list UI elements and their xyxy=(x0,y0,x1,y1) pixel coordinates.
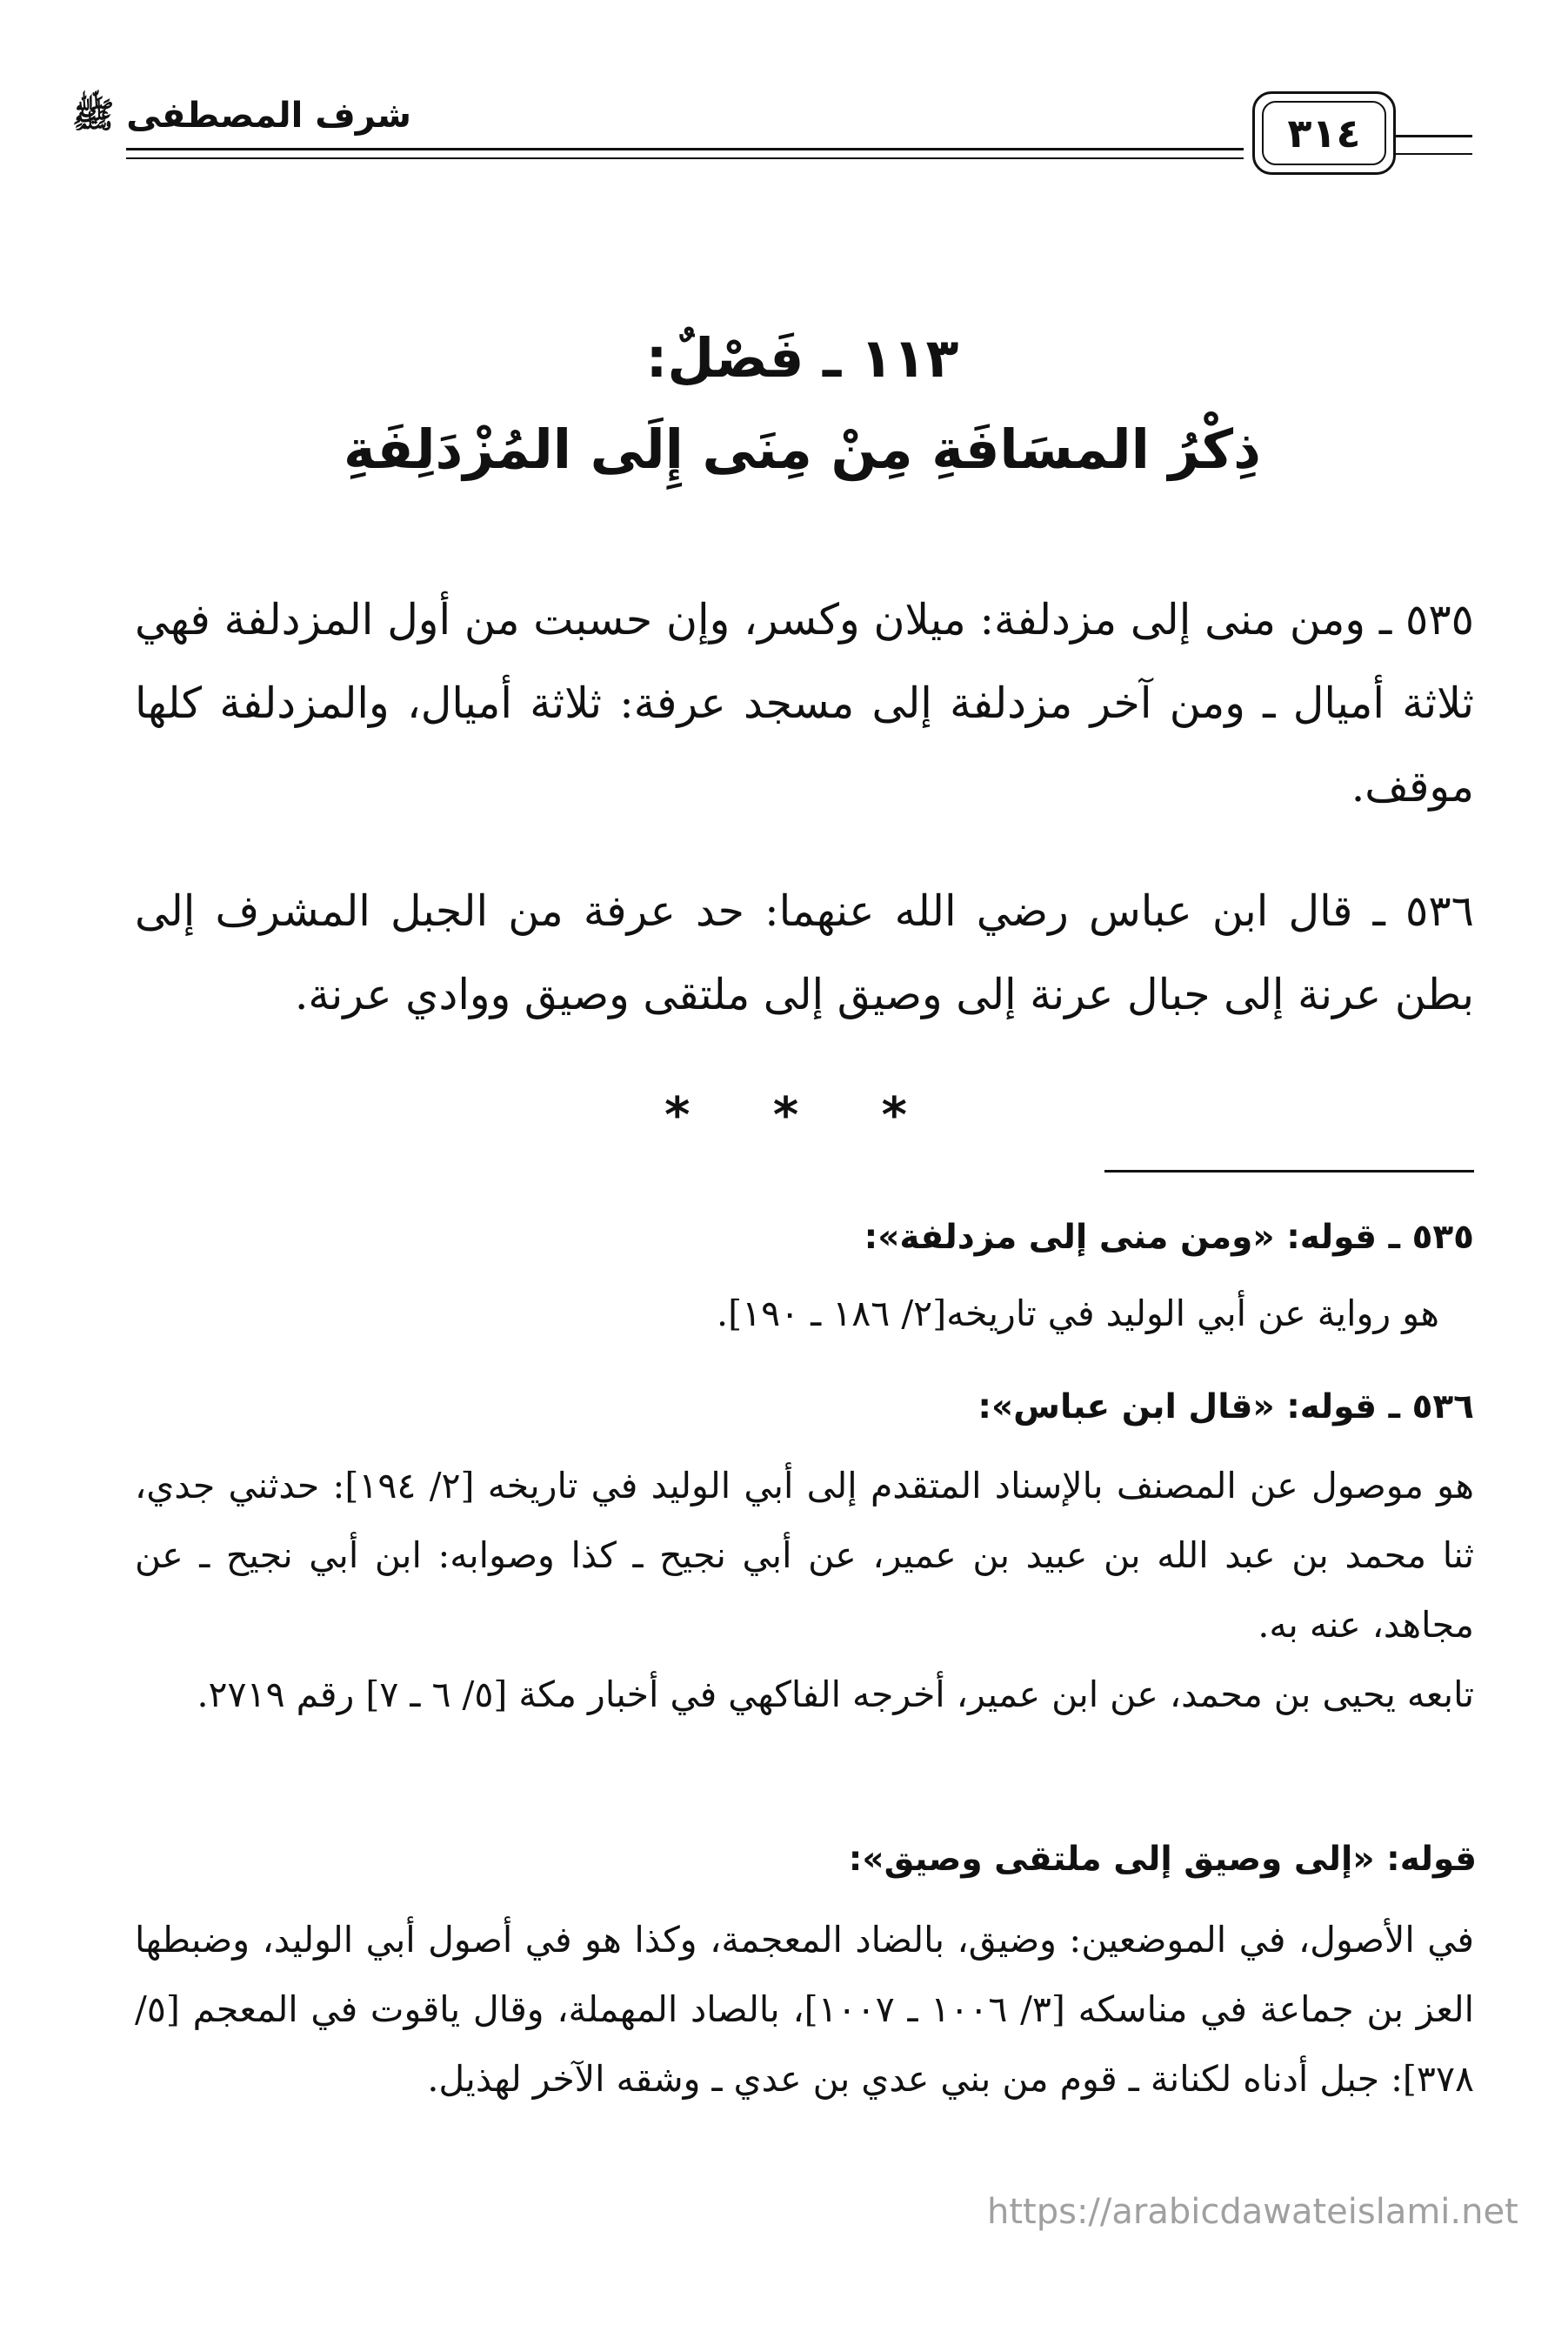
section-title-heading: ذِكْرُ المسَافَةِ مِنْ مِنَى إِلَى المُزْدَلِفَةِ xyxy=(344,418,1261,481)
paragraph-536: ٥٣٦ ـ قال ابن عباس رضي الله عنهما: حد عرفة من الجبل المشرف إلى بطن عرنة إلى جبال عرنة إلى وصيق إلى ملتقى وصيق ووادي عرنة. xyxy=(135,886,1474,1019)
paragraph-535: ٥٣٥ ـ ومن منى إلى مزدلفة: ميلان وكسر، وإن حسبت من أول المزدلفة فهي ثلاثة أميال ـ ومن آخر مزدلفة إلى مسجد عرفة: ثلاثة أميال، والمزدلفة كلها موقف. xyxy=(135,595,1474,812)
watermark-url: https://arabicdawateislami.net xyxy=(987,2192,1518,2232)
header-rule-right xyxy=(1396,135,1472,155)
footnote-rule xyxy=(1104,1170,1474,1173)
footnote-536-body-part1: هو موصول عن المصنف بالإسناد المتقدم إلى أبي الوليد في تاريخه [٢/ ١٩٤]: حدثني جدي، ثنا محمد بن عبد الله بن عبيد بن عمير، عن أبي نجيح ـ كذا وصوابه: ابن أبي نجيح ـ عن مجاهد، عنه به. xyxy=(135,1465,1474,1646)
asterism-separator: * * * xyxy=(664,1087,940,1144)
footnote-wasiq-body: في الأصول، في الموضعين: وضيق، بالضاد المعجمة، وكذا هو في أصول أبي الوليد، وضبطها العز بن جماعة في مناسكه [٣/ ١٠٠٦ ـ ١٠٠٧]، بالصاد المهملة، وقال ياقوت في المعجم [٥/ ٣٧٨]: جبل أدناه لكنانة ـ قوم من بني عدي بن عدي ـ وشقه الآخر لهذيل. xyxy=(135,1919,1475,2100)
footnote-536-body-part2: تابعه يحيى بن محمد، عن ابن عمير، أخرجه الفاكهي في أخبار مكة [٥/ ٦ ـ ٧] رقم ٢٧١٩. xyxy=(197,1674,1474,1715)
footnote-wasiq-heading: قوله: «إلى وصيق إلى ملتقى وصيق»: xyxy=(848,1840,1477,1879)
footnote-536-heading: ٥٣٦ ـ قوله: «قال ابن عباس»: xyxy=(977,1387,1474,1426)
section-number-heading: ١١٣ ـ فَصْلٌ: xyxy=(645,326,959,390)
footnote-535-heading: ٥٣٥ ـ قوله: «ومن منى إلى مزدلفة»: xyxy=(864,1218,1474,1257)
header-rule-thin xyxy=(126,157,1244,166)
page-number-frame xyxy=(1252,91,1396,175)
footnote-535-body: هو رواية عن أبي الوليد في تاريخه[٢/ ١٨٦ ـ ١٩٠]. xyxy=(717,1293,1439,1334)
footnote-536-body xyxy=(135,1451,1474,1729)
running-title: شرف المصطفى ﷺ xyxy=(71,96,411,136)
header-rule xyxy=(126,148,1244,150)
page-number: ٣١٤ xyxy=(1262,101,1386,165)
